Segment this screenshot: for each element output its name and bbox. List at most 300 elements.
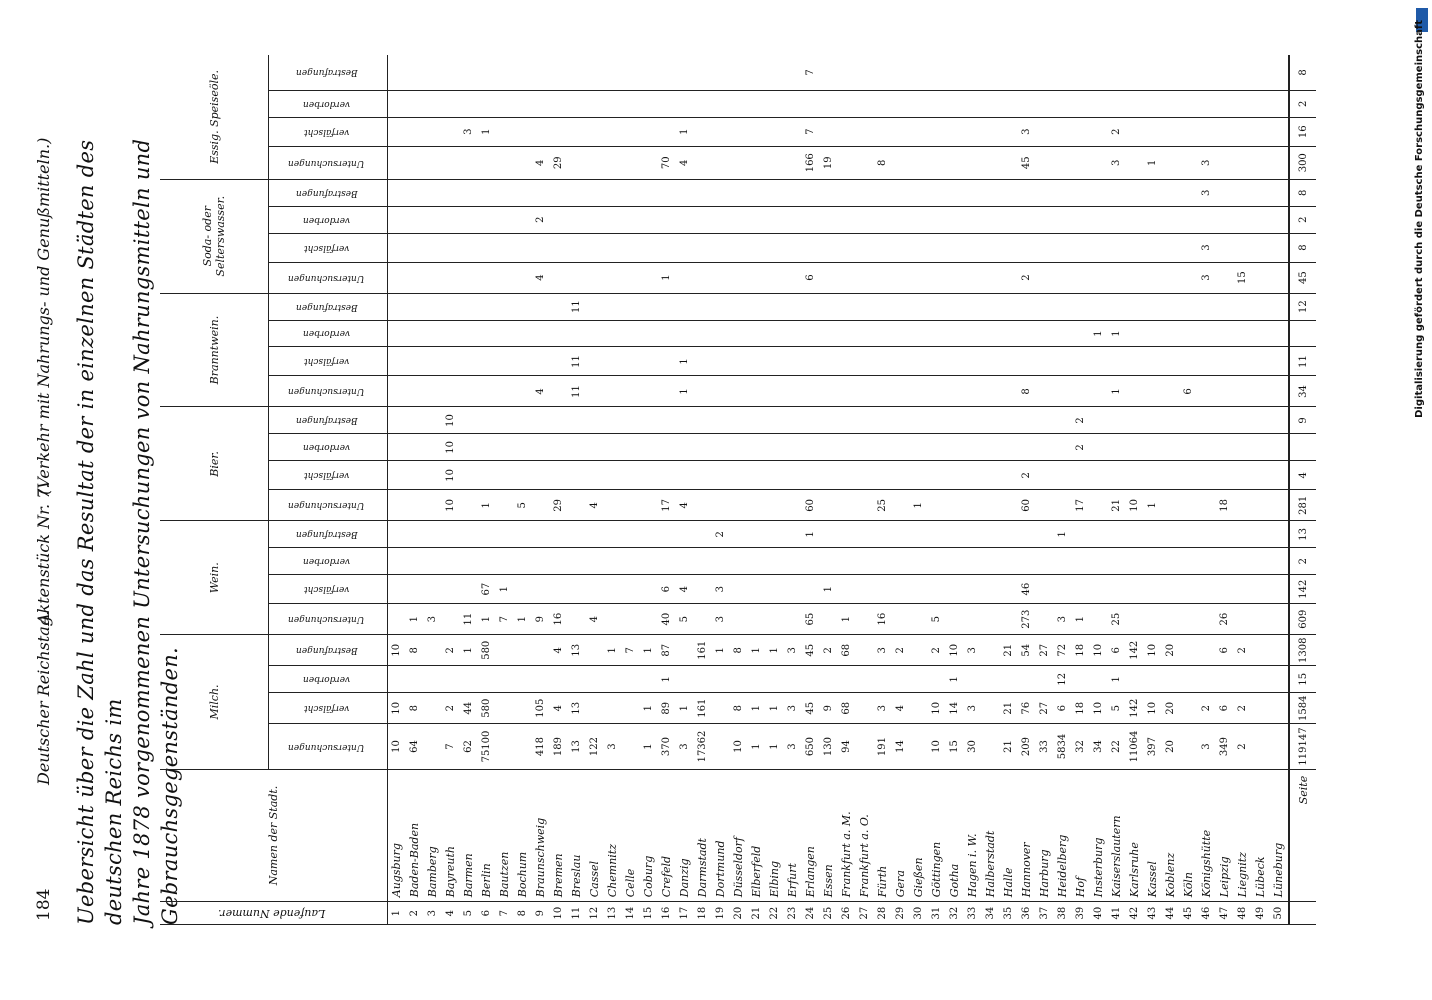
row-number: 30 xyxy=(910,902,928,925)
value-cell xyxy=(568,575,586,604)
value-cell xyxy=(1054,575,1072,604)
value-cell xyxy=(766,117,784,146)
total-cell: 4 xyxy=(1289,461,1316,490)
value-cell xyxy=(874,320,892,347)
value-cell xyxy=(1162,434,1180,461)
value-cell xyxy=(1054,461,1072,490)
row-number: 38 xyxy=(1054,902,1072,925)
value-cell xyxy=(1000,604,1018,635)
value-cell: 1 xyxy=(478,490,496,521)
value-cell xyxy=(622,461,640,490)
value-cell xyxy=(1072,146,1090,179)
value-cell xyxy=(550,293,568,320)
total-cell: 1584 xyxy=(1289,693,1316,724)
subcolumn-header: Untersuchungen xyxy=(269,724,388,770)
value-cell xyxy=(748,434,766,461)
value-cell xyxy=(460,293,478,320)
value-cell xyxy=(1180,407,1198,434)
value-cell xyxy=(622,206,640,233)
value-cell: 68 xyxy=(838,693,856,724)
city-name: Halle xyxy=(1000,769,1018,901)
group-header-3: Branntwein. xyxy=(160,293,269,407)
value-cell xyxy=(1072,262,1090,293)
value-cell xyxy=(604,548,622,575)
value-cell xyxy=(928,548,946,575)
value-cell xyxy=(856,548,874,575)
row-number: 22 xyxy=(766,902,784,925)
value-cell xyxy=(748,347,766,376)
value-cell xyxy=(1000,407,1018,434)
value-cell xyxy=(1144,376,1162,407)
value-cell xyxy=(550,179,568,206)
value-cell xyxy=(406,320,424,347)
value-cell xyxy=(1216,575,1234,604)
value-cell xyxy=(568,521,586,548)
value-cell xyxy=(694,206,712,233)
value-cell xyxy=(766,206,784,233)
value-cell xyxy=(730,434,748,461)
running-header xyxy=(30,45,58,925)
value-cell xyxy=(1090,206,1108,233)
value-cell xyxy=(1144,117,1162,146)
value-cell: 580 xyxy=(478,635,496,666)
value-cell xyxy=(964,146,982,179)
value-cell: 32 xyxy=(1072,724,1090,770)
value-cell xyxy=(1144,233,1162,262)
value-cell xyxy=(514,407,532,434)
value-cell xyxy=(1252,233,1270,262)
value-cell xyxy=(820,461,838,490)
value-cell xyxy=(1270,604,1289,635)
value-cell xyxy=(694,604,712,635)
value-cell xyxy=(982,490,1000,521)
value-cell xyxy=(838,347,856,376)
value-cell xyxy=(496,434,514,461)
city-name: Celle xyxy=(622,769,640,901)
value-cell: 1 xyxy=(712,635,730,666)
value-cell: 3 xyxy=(1198,233,1216,262)
value-cell xyxy=(946,548,964,575)
value-cell xyxy=(694,320,712,347)
table-row xyxy=(478,55,496,925)
value-cell: 19 xyxy=(820,146,838,179)
value-cell xyxy=(406,490,424,521)
value-cell xyxy=(640,146,658,179)
value-cell xyxy=(1018,90,1036,117)
value-cell xyxy=(424,407,442,434)
value-cell xyxy=(748,233,766,262)
value-cell xyxy=(568,206,586,233)
value-cell xyxy=(622,347,640,376)
header-city-name: Namen der Stadt. xyxy=(160,769,388,901)
value-cell xyxy=(586,117,604,146)
value-cell: 1 xyxy=(1072,604,1090,635)
value-cell xyxy=(982,206,1000,233)
city-name: Bautzen xyxy=(496,769,514,901)
value-cell xyxy=(946,262,964,293)
value-cell: 1 xyxy=(910,490,928,521)
city-name: Berlin xyxy=(478,769,496,901)
value-cell xyxy=(1180,635,1198,666)
value-cell xyxy=(568,117,586,146)
value-cell xyxy=(1018,434,1036,461)
value-cell xyxy=(514,262,532,293)
value-cell xyxy=(784,293,802,320)
value-cell xyxy=(1216,262,1234,293)
value-cell xyxy=(874,117,892,146)
value-cell xyxy=(982,320,1000,347)
subcolumn-header: Bestrafungen xyxy=(269,179,388,206)
value-cell xyxy=(766,262,784,293)
value-cell xyxy=(766,604,784,635)
value-cell: 14 xyxy=(946,693,964,724)
value-cell xyxy=(928,206,946,233)
value-cell xyxy=(892,575,910,604)
subcolumn-header: Untersuchungen xyxy=(269,376,388,407)
table-row xyxy=(622,55,640,925)
value-cell xyxy=(892,55,910,90)
value-cell xyxy=(1036,262,1054,293)
value-cell xyxy=(1144,461,1162,490)
table-row xyxy=(1180,55,1198,925)
value-cell xyxy=(640,434,658,461)
table-title-line-2: Jahre 1878 vorgenommenen Untersuchungen von Nahrungsmitteln und Gebrauchsgegenständen. xyxy=(130,138,182,925)
value-cell xyxy=(1018,55,1036,90)
value-cell xyxy=(766,490,784,521)
subcolumn-header: verfälscht xyxy=(269,461,388,490)
subcolumn-header: Untersuchungen xyxy=(269,262,388,293)
value-cell xyxy=(820,521,838,548)
value-cell xyxy=(910,90,928,117)
value-cell xyxy=(514,548,532,575)
value-cell xyxy=(694,434,712,461)
value-cell: 273 xyxy=(1018,604,1036,635)
value-cell xyxy=(910,347,928,376)
value-cell xyxy=(802,575,820,604)
value-cell xyxy=(388,666,407,693)
value-cell xyxy=(1126,548,1144,575)
value-cell: 1 xyxy=(1054,521,1072,548)
value-cell xyxy=(820,604,838,635)
value-cell: 6 xyxy=(658,575,676,604)
value-cell: 3 xyxy=(784,724,802,770)
value-cell: 2 xyxy=(892,635,910,666)
value-cell xyxy=(442,548,460,575)
value-cell xyxy=(748,262,766,293)
value-cell xyxy=(1162,179,1180,206)
value-cell xyxy=(1090,90,1108,117)
value-cell: 3 xyxy=(676,724,694,770)
table-row xyxy=(874,55,892,925)
value-cell xyxy=(1198,407,1216,434)
value-cell xyxy=(910,666,928,693)
value-cell xyxy=(478,262,496,293)
value-cell: 26 xyxy=(1216,604,1234,635)
group-header-5: Essig. Speiseöle. xyxy=(160,55,269,179)
value-cell xyxy=(1144,55,1162,90)
value-cell xyxy=(910,146,928,179)
value-cell xyxy=(658,376,676,407)
row-number: 20 xyxy=(730,902,748,925)
value-cell xyxy=(424,320,442,347)
value-cell xyxy=(1018,233,1036,262)
value-cell xyxy=(496,548,514,575)
value-cell xyxy=(532,117,550,146)
value-cell xyxy=(1054,90,1072,117)
value-cell xyxy=(946,179,964,206)
value-cell xyxy=(1144,407,1162,434)
value-cell xyxy=(1054,117,1072,146)
value-cell xyxy=(1072,55,1090,90)
running-title: Deutscher Reichstag. xyxy=(34,610,53,785)
value-cell xyxy=(1180,347,1198,376)
value-cell xyxy=(1126,262,1144,293)
value-cell xyxy=(1054,55,1072,90)
value-cell xyxy=(1144,575,1162,604)
subcolumn-header: Untersuchungen xyxy=(269,490,388,521)
city-name: Crefeld xyxy=(658,769,676,901)
value-cell xyxy=(1090,233,1108,262)
value-cell xyxy=(568,146,586,179)
value-cell xyxy=(1144,262,1162,293)
value-cell xyxy=(748,666,766,693)
table-row xyxy=(1144,55,1162,925)
value-cell xyxy=(460,521,478,548)
value-cell xyxy=(982,347,1000,376)
value-cell: 10 xyxy=(1144,693,1162,724)
value-cell xyxy=(694,548,712,575)
value-cell xyxy=(460,548,478,575)
value-cell xyxy=(658,179,676,206)
city-name: Erfurt xyxy=(784,769,802,901)
city-name: Frankfurt a. M. xyxy=(838,769,856,901)
value-cell xyxy=(424,548,442,575)
value-cell: 191 xyxy=(874,724,892,770)
value-cell xyxy=(1126,376,1144,407)
value-cell xyxy=(1072,90,1090,117)
value-cell xyxy=(784,262,802,293)
value-cell xyxy=(640,666,658,693)
city-name: Königshütte xyxy=(1198,769,1216,901)
value-cell xyxy=(820,548,838,575)
city-name: Coburg xyxy=(640,769,658,901)
value-cell: 1 xyxy=(766,724,784,770)
value-cell xyxy=(1126,521,1144,548)
value-cell: 27 xyxy=(1036,635,1054,666)
value-cell xyxy=(478,90,496,117)
value-cell xyxy=(910,548,928,575)
value-cell xyxy=(586,521,604,548)
value-cell xyxy=(1054,347,1072,376)
value-cell xyxy=(748,376,766,407)
value-cell xyxy=(982,724,1000,770)
row-number: 28 xyxy=(874,902,892,925)
value-cell xyxy=(1180,117,1198,146)
row-number: 33 xyxy=(964,902,982,925)
value-cell: 1 xyxy=(478,117,496,146)
value-cell xyxy=(1090,575,1108,604)
subcolumn-header: verdorben xyxy=(269,434,388,461)
value-cell xyxy=(496,179,514,206)
value-cell xyxy=(784,604,802,635)
value-cell xyxy=(784,117,802,146)
value-cell xyxy=(1198,117,1216,146)
value-cell xyxy=(1126,434,1144,461)
value-cell xyxy=(1090,548,1108,575)
value-cell xyxy=(1216,461,1234,490)
value-cell xyxy=(1000,347,1018,376)
value-cell xyxy=(658,461,676,490)
value-cell: 2 xyxy=(1198,693,1216,724)
value-cell xyxy=(856,434,874,461)
value-cell: 22 xyxy=(1108,724,1126,770)
value-cell: 1 xyxy=(802,521,820,548)
value-cell xyxy=(928,666,946,693)
value-cell xyxy=(640,604,658,635)
value-cell xyxy=(946,604,964,635)
value-cell xyxy=(586,90,604,117)
value-cell xyxy=(1252,320,1270,347)
value-cell xyxy=(1198,490,1216,521)
value-cell xyxy=(1090,179,1108,206)
value-cell xyxy=(460,206,478,233)
value-cell xyxy=(820,262,838,293)
value-cell xyxy=(1252,146,1270,179)
value-cell xyxy=(928,376,946,407)
value-cell xyxy=(1216,521,1234,548)
subcolumn-header: verdorben xyxy=(269,320,388,347)
value-cell xyxy=(1000,293,1018,320)
row-number: 31 xyxy=(928,902,946,925)
value-cell xyxy=(1090,293,1108,320)
row-number: 2 xyxy=(406,902,424,925)
value-cell xyxy=(1072,206,1090,233)
value-cell xyxy=(1270,490,1289,521)
value-cell xyxy=(982,179,1000,206)
value-cell xyxy=(1198,293,1216,320)
value-cell xyxy=(1234,90,1252,117)
value-cell xyxy=(568,407,586,434)
value-cell xyxy=(586,376,604,407)
value-cell xyxy=(694,347,712,376)
total-cell: 281 xyxy=(1289,490,1316,521)
value-cell xyxy=(928,490,946,521)
value-cell xyxy=(514,724,532,770)
subcolumn-header: Bestrafungen xyxy=(269,293,388,320)
value-cell xyxy=(946,117,964,146)
value-cell xyxy=(460,146,478,179)
value-cell xyxy=(712,233,730,262)
city-name: Darmstadt xyxy=(694,769,712,901)
value-cell xyxy=(1180,146,1198,179)
value-cell xyxy=(1144,179,1162,206)
value-cell xyxy=(1000,55,1018,90)
table-row xyxy=(604,55,622,925)
value-cell xyxy=(1252,575,1270,604)
value-cell xyxy=(874,461,892,490)
total-cell: 142 xyxy=(1289,575,1316,604)
value-cell xyxy=(1270,666,1289,693)
city-name: Baden-Baden xyxy=(406,769,424,901)
value-cell xyxy=(478,407,496,434)
value-cell xyxy=(1108,179,1126,206)
total-cell: 16 xyxy=(1289,117,1316,146)
value-cell xyxy=(424,179,442,206)
value-cell xyxy=(1180,320,1198,347)
value-cell xyxy=(1198,434,1216,461)
value-cell xyxy=(424,575,442,604)
value-cell xyxy=(622,293,640,320)
row-number: 1 xyxy=(388,902,407,925)
value-cell xyxy=(568,55,586,90)
value-cell xyxy=(442,179,460,206)
value-cell xyxy=(406,179,424,206)
value-cell xyxy=(748,407,766,434)
value-cell xyxy=(1216,233,1234,262)
value-cell xyxy=(514,376,532,407)
value-cell xyxy=(1126,233,1144,262)
value-cell xyxy=(1180,179,1198,206)
value-cell xyxy=(910,293,928,320)
value-cell xyxy=(820,206,838,233)
value-cell xyxy=(1144,604,1162,635)
value-cell xyxy=(712,490,730,521)
value-cell xyxy=(1216,117,1234,146)
value-cell xyxy=(766,347,784,376)
total-cell: 12 xyxy=(1289,293,1316,320)
value-cell xyxy=(532,320,550,347)
value-cell xyxy=(856,117,874,146)
value-cell xyxy=(982,521,1000,548)
value-cell xyxy=(478,55,496,90)
value-cell xyxy=(478,434,496,461)
table-row xyxy=(982,55,1000,925)
value-cell: 10 xyxy=(730,724,748,770)
value-cell xyxy=(388,320,407,347)
value-cell xyxy=(820,434,838,461)
value-cell xyxy=(460,55,478,90)
value-cell xyxy=(730,666,748,693)
value-cell: 3 xyxy=(712,604,730,635)
value-cell xyxy=(622,376,640,407)
value-cell xyxy=(388,55,407,90)
value-cell xyxy=(676,666,694,693)
value-cell xyxy=(1072,376,1090,407)
value-cell xyxy=(928,146,946,179)
value-cell xyxy=(1036,461,1054,490)
table-row xyxy=(1270,55,1289,925)
value-cell xyxy=(550,548,568,575)
value-cell xyxy=(442,604,460,635)
value-cell xyxy=(604,262,622,293)
value-cell: 9 xyxy=(820,693,838,724)
value-cell xyxy=(586,666,604,693)
value-cell xyxy=(748,55,766,90)
value-cell xyxy=(1090,117,1108,146)
value-cell xyxy=(496,490,514,521)
value-cell: 3 xyxy=(712,575,730,604)
value-cell xyxy=(766,293,784,320)
table-row xyxy=(910,55,928,925)
table-row xyxy=(892,55,910,925)
value-cell xyxy=(460,666,478,693)
value-cell xyxy=(676,233,694,262)
value-cell xyxy=(1054,376,1072,407)
value-cell xyxy=(442,376,460,407)
value-cell: 3 xyxy=(1198,724,1216,770)
value-cell xyxy=(1000,490,1018,521)
value-cell xyxy=(1216,90,1234,117)
